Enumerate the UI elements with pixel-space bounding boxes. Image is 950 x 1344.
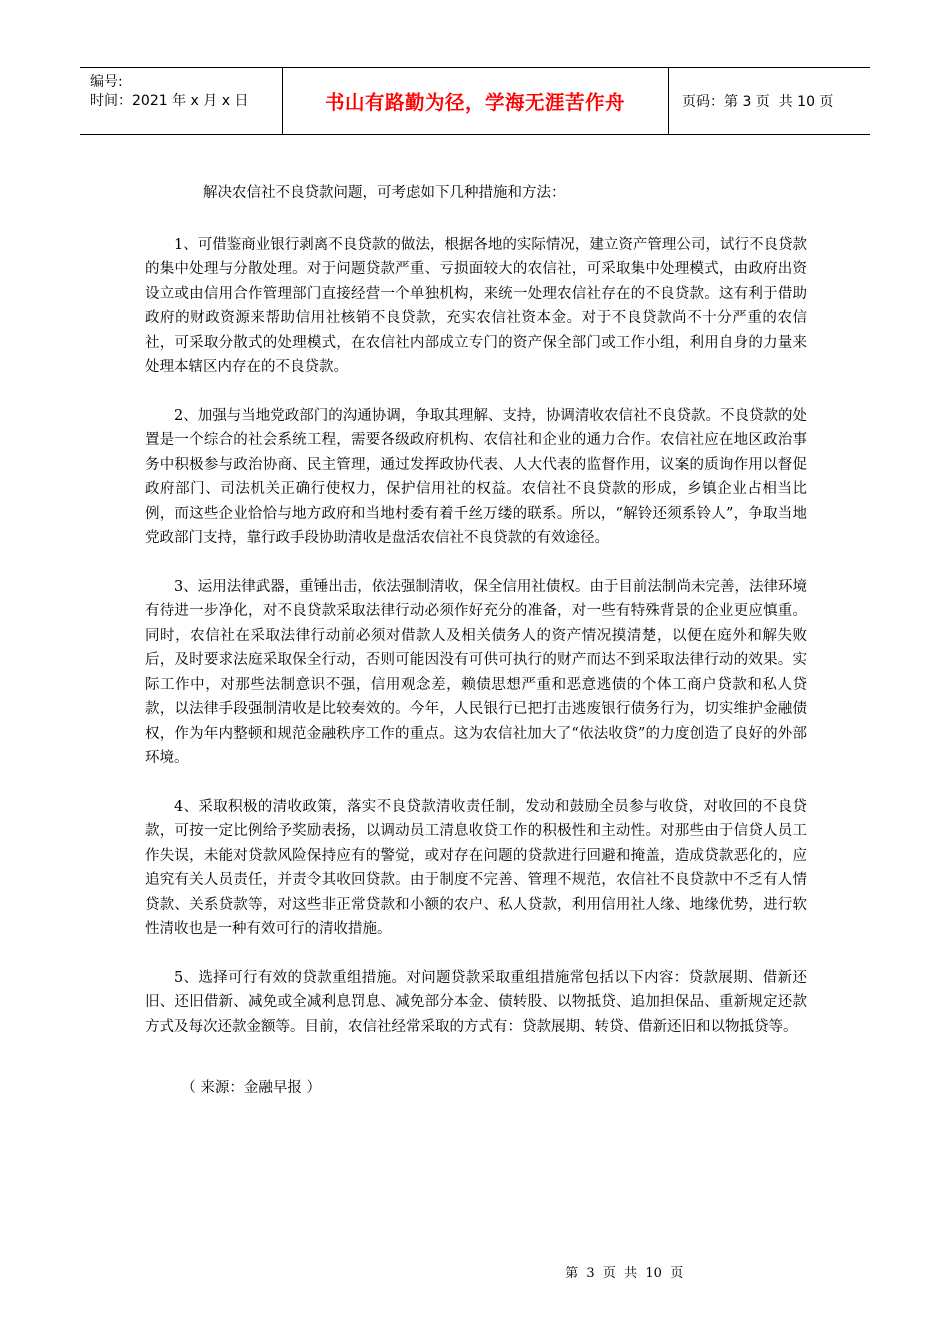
- body-paragraph-2: 2、加强与当地党政部门的沟通协调，争取其理解、支持，协调清收农信社不良贷款。不良贷款的处置是一个综合的社会系统工程，需要各级政府机构、农信社和企业的通力合作。农信社应在地区政治事务中积极参与政治协商、民主管理，通过发挥政协代表、人大代表的监督作用，议案的质询作用以督促政府部门、司法机关正确行使权力，保护信用社的权益。农信社不良贷款的形成，乡镇企业占相当比例，而这些企业恰恰与地方政府和当地村委有着千丝万缕的联系。所以，“解铃还须系铃人”，争取当地党政部门支持，靠行政手段协助清收是盘活农信社不良贷款的有效途径。: [145, 407, 807, 546]
- body-paragraph-5: 5、选择可行有效的贷款重组措施。对问题贷款采取重组措施常包括以下内容：贷款展期、借新还旧、还旧借新、减免或全减利息罚息、减免部分本金、债转股、以物抵贷、追加担保品、重新规定还款方式及每次还款金额等。目前，农信社经常采取的方式有：贷款展期、转贷、借新还旧和以物抵贷等。: [145, 969, 807, 1035]
- document-header: [80, 67, 870, 135]
- body-paragraph-4: 4、采取积极的清收政策，落实不良贷款清收责任制，发动和鼓励全员参与收贷，对收回的不良贷款，可按一定比例给予奖励表扬，以调动员工清息收贷工作的积极性和主动性。对那些由于信贷人员工作失误，未能对贷款风险保持应有的警觉，或对存在问题的贷款进行回避和掩盖，造成贷款恶化的，应追究有关人员责任，并责令其收回贷款。由于制度不完善、管理不规范，农信社不良贷款中不乏有人情贷款、关系贷款等，对这些非正常贷款和小额的农户、私人贷款，利用信用社人缘、地缘优势，进行软性清收也是一种有效可行的清收措施。: [145, 798, 807, 937]
- intro-paragraph: 解决农信社不良贷款问题，可考虑如下几种措施和方法：: [203, 185, 566, 201]
- page-footer: [0, 1247, 950, 1281]
- document-number-label: 编号:: [90, 74, 123, 90]
- document-body: [145, 181, 807, 1101]
- source-citation: （ 来源：金融早报 ）: [181, 1080, 321, 1096]
- footer-page-number: 第 3 页 共 10 页: [565, 1266, 684, 1281]
- header-info: [90, 73, 248, 111]
- body-paragraph-3: 3、运用法律武器，重锤出击，依法强制清收，保全信用社债权。由于目前法制尚未完善，法律环境有待进一步净化，对不良贷款采取法律行动必须作好充分的准备，对一些有特殊背景的企业更应慎重。同时，农信社在采取法律行动前必须对借款人及相关债务人的资产情况摸清楚，以便在庭外和解失败后，及时要求法庭采取保全行动，否则可能因没有可供可执行的财产而达不到采取法律行动的效果。实际工作中，对那些法制意识不强，信用观念差，赖债思想严重和恶意逃债的个体工商户贷款和私人贷款，以法律手段强制清收是比较奏效的。今年，人民银行已把打击逃废银行债务行为，切实维护金融债权，作为年内整顿和规范金融秩序工作的重点。这为农信社加大了“依法收贷”的力度创造了良好的外部环境。: [145, 578, 807, 766]
- header-divider-right: [668, 67, 669, 135]
- body-paragraph-1: 1、可借鉴商业银行剥离不良贷款的做法，根据各地的实际情况，建立资产管理公司，试行不良贷款的集中处理与分散处理。对于问题贷款严重、亏损面较大的农信社，可采取集中处理模式，由政府出资设立或由信用合作管理部门直接经营一个单独机构，来统一处理农信社存在的不良贷款。这有利于借助政府的财政资源来帮助信用社核销不良贷款，充实农信社资本金。对于不良贷款尚不十分严重的农信社，可采取分散式的处理模式，在农信社内部成立专门的资产保全部门或工作小组，利用自身的力量来处理本辖区内存在的不良贷款。: [145, 236, 807, 375]
- header-motto: 书山有路勤为径，学海无涯苦作舟: [324, 91, 625, 114]
- document-date: 时间：2021 年 x 月 x 日: [90, 93, 249, 109]
- header-page-number: 页码：第 3 页 共 10 页: [682, 94, 834, 110]
